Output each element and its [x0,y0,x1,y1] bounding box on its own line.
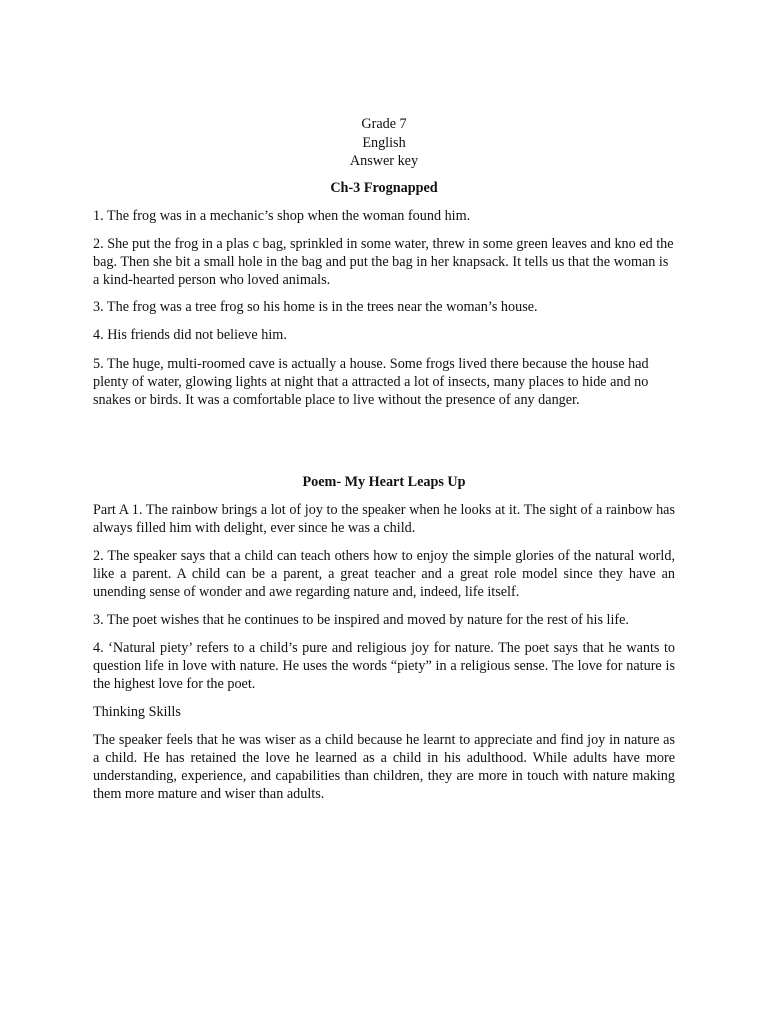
chapter-title: Ch-3 Frognapped [330,180,438,196]
grade-label: Grade 7 [361,116,407,132]
document-header [0,115,768,171]
poem-answer-3: 3. The poet wishes that he continues to be inspired and moved by nature for the rest of his life. [93,612,629,628]
poem-title: Poem- My Heart Leaps Up [302,474,466,490]
poem-answer-2: 2. The speaker says that a child can teach others how to enjoy the simple glories of the natural world, like a parent. A child can be a parent, a great teacher and a great role model since they have an unending sense of wonder and awe regarding nature and, indeed, life itself. [93,548,675,600]
doc-type-label: Answer key [349,153,419,169]
chapter-answer-2: 2. She put the frog in a plas c bag, sprinkled in some water, threw in some green leaves and kno ed the bag. Then she bit a small hole in the bag and put the bag in her knapsack. It tells us that the woman is a kind-hearted person who loved animals. [93,236,674,288]
chapter-answer-1: 1. The frog was in a mechanic’s shop when the woman found him. [93,208,471,224]
thinking-skills-label: Thinking Skills [93,704,181,720]
chapter-answer-4: 4. His friends did not believe him. [93,327,287,343]
poem-answer-4: 4. ‘Natural piety’ refers to a child’s pure and religious joy for nature. The poet says that he wants to question life in love with nature. He uses the words “piety” in a religious sense. The love for nature is the highest love for the poet. [93,640,675,692]
chapter-answer-3: 3. The frog was a tree frog so his home is in the trees near the woman’s house. [93,299,538,315]
chapter-answer-5: 5. The huge, multi-roomed cave is actually a house. Some frogs lived there because the house had plenty of water, glowing lights at night that a attracted a lot of insects, many places to hide and no snakes or birds. It was a comfortable place to live without the presence of any danger. [93,356,649,408]
subject-label: English [362,134,406,151]
poem-answer-1: Part A 1. The rainbow brings a lot of joy to the speaker when he looks at it. The sight of a rainbow has always filled him with delight, ever since he was a child. [93,502,675,536]
thinking-skills-answer: The speaker feels that he was wiser as a child because he learnt to appreciate and find joy in nature as a child. He has retained the love he learned as a child in his adulthood. While adults have more understanding, experience, and capabilities than children, they are more in touch with nature making them more mature and wiser than adults. [93,732,675,802]
